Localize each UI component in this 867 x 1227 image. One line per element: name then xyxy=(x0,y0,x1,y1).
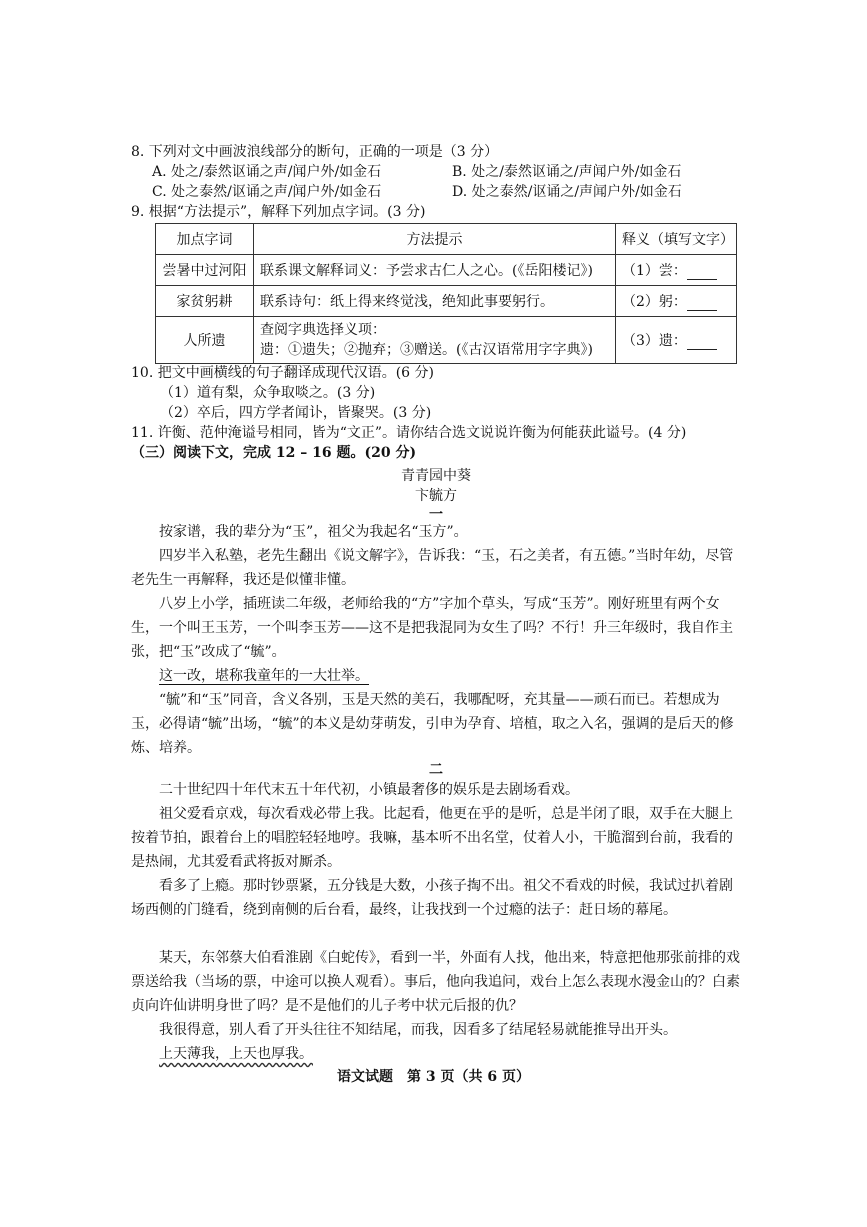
paragraph: 按家谱，我的辈分为“玉”，祖父为我起名“玉方”。 xyxy=(159,524,468,540)
page-footer: 语文试题 第 3 页（共 6 页） xyxy=(337,1069,530,1085)
paragraph: 二十世纪四十年代末五十年代初，小镇最奢侈的娱乐是去剧场看戏。 xyxy=(159,782,579,798)
q11-stem: 11. 许衡、范仲淹谥号相同，皆为“文正”。请你结合选文说说许衡为何能获此谥号。(4 分) xyxy=(131,425,687,441)
wavy-underlined-sentence: 上天薄我，上天也厚我。 xyxy=(159,1046,313,1062)
paragraph: “毓”和“玉”同音，含义各别，玉是天然的美石，我哪配呀，充其量——顽石而已。若想成为玉，必得请“毓”出场，“毓”的本义是幼芽萌发，引申为孕育、培植，取之入名，强调的是后天的修炼、培养。 xyxy=(131,692,734,756)
q8-option-d: D. 处之泰然/讴诵之/声闻户外/如金石 xyxy=(452,184,682,200)
hint-line: 查阅字典选择义项： xyxy=(260,322,386,338)
answer-blank[interactable] xyxy=(687,296,717,311)
paragraph: 我很得意，别人看了开头往往不知结尾，而我，因看多了结尾轻易就能推导出开头。 xyxy=(159,1022,677,1038)
q10-sentence-1: （1）道有梨，众争取啖之。(3 分) xyxy=(160,385,376,401)
table-header: 释义（填写文字） xyxy=(616,224,737,255)
table-row xyxy=(156,286,737,317)
underlined-sentence: 这一改，堪称我童年的一大壮举。 xyxy=(159,668,369,684)
paragraph: 四岁半入私塾，老先生翻出《说文解字》，告诉我：“玉，石之美者，有五德。”当时年幼，尽管老先生一再解释，我还是似懂非懂。 xyxy=(131,548,734,588)
table-header: 加点字词 xyxy=(156,224,254,255)
q8-option-b: B. 处之/泰然讴诵之/声闻户外/如金石 xyxy=(452,164,682,180)
key-word-cell: 尝暑中过河阳 xyxy=(156,255,254,286)
paragraph: 某天，东邻蔡大伯看淮剧《白蛇传》，看到一半，外面有人找，他出来，特意把他那张前排的戏票送给我（当场的票，中途可以换人观看）。事后，他向我追问，戏台上怎么表现水漫金山的？白素贞向许仙讲明身世了吗？是不是他们的儿子考中状元后报的仇？ xyxy=(131,950,740,1014)
hint-cell xyxy=(254,317,616,364)
q10-stem: 10. 把文中画横线的句子翻译成现代汉语。(6 分) xyxy=(131,365,434,381)
article-title: 青青园中葵 xyxy=(401,468,471,484)
q8-option-a: A. 处之/泰然讴诵之声/闻户外/如金石 xyxy=(152,164,382,180)
paragraph: 看多了上瘾。那时钞票紧，五分钱是大数，小孩子掏不出。祖父不看戏的时候，我试过扒着剧场西侧的门缝看，绕到南侧的后台看，最终，让我找到一个过瘾的法子：赶日场的幕尾。 xyxy=(131,878,733,918)
method-hint-table xyxy=(155,223,737,364)
table-header-row xyxy=(156,224,737,255)
section-heading: （三）阅读下文，完成 12 – 16 题。(20 分) xyxy=(131,445,417,461)
answer-label: （3）遗： xyxy=(622,333,687,349)
paragraph: 八岁上小学，插班读二年级，老师给我的“方”字加个草头，写成“玉芳”。刚好班里有两个女生，一个叫王玉芳，一个叫李玉芳——这不是把我混同为女生了吗？不行！升三年级时，我自作主张，把“玉”改成了“毓”。 xyxy=(131,596,733,660)
answer-label: （2）躬： xyxy=(622,294,687,310)
part-number: 二 xyxy=(429,762,443,778)
answer-cell[interactable] xyxy=(616,317,737,364)
q9-stem: 9. 根据“方法提示”，解释下列加点字词。(3 分) xyxy=(131,204,426,220)
answer-blank[interactable] xyxy=(687,265,717,280)
q10-sentence-2: （2）卒后，四方学者闻讣，皆聚哭。(3 分) xyxy=(160,405,432,421)
paragraph: 祖父爱看京戏，每次看戏必带上我。比起看，他更在乎的是听，总是半闭了眼，双手在大腿上按着节拍，跟着台上的唱腔轻轻地哼。我嘛，基本听不出名堂，仗着人小，干脆溜到台前，我看的是热闹，尤其爱看武将扳对厮杀。 xyxy=(131,806,733,870)
answer-blank[interactable] xyxy=(687,335,717,350)
hint-cell: 联系诗句：纸上得来终觉浅，绝知此事要躬行。 xyxy=(254,286,616,317)
table-header: 方法提示 xyxy=(254,224,616,255)
paragraph-underlined xyxy=(131,664,741,688)
table-row xyxy=(156,255,737,286)
hint-line: 遗：①遗失；②抛弃；③赠送。(《古汉语常用字字典》) xyxy=(260,342,593,358)
q8-stem: 8. 下列对文中画波浪线部分的断句，正确的一项是（3 分） xyxy=(131,144,499,160)
part-number: 一 xyxy=(429,507,443,523)
key-word-cell: 家贫躬耕 xyxy=(156,286,254,317)
article-author: 卞毓方 xyxy=(415,488,457,504)
paragraph-wavy xyxy=(131,1042,741,1066)
table-row xyxy=(156,317,737,364)
answer-cell[interactable] xyxy=(616,286,737,317)
answer-cell[interactable] xyxy=(616,255,737,286)
answer-label: （1）尝： xyxy=(622,263,687,279)
q8-option-c: C. 处之泰然/讴诵之声/闻户外/如金石 xyxy=(152,184,382,200)
key-word-cell: 人所遗 xyxy=(156,317,254,364)
hint-cell: 联系课文解释词义：予尝求古仁人之心。(《岳阳楼记》) xyxy=(254,255,616,286)
